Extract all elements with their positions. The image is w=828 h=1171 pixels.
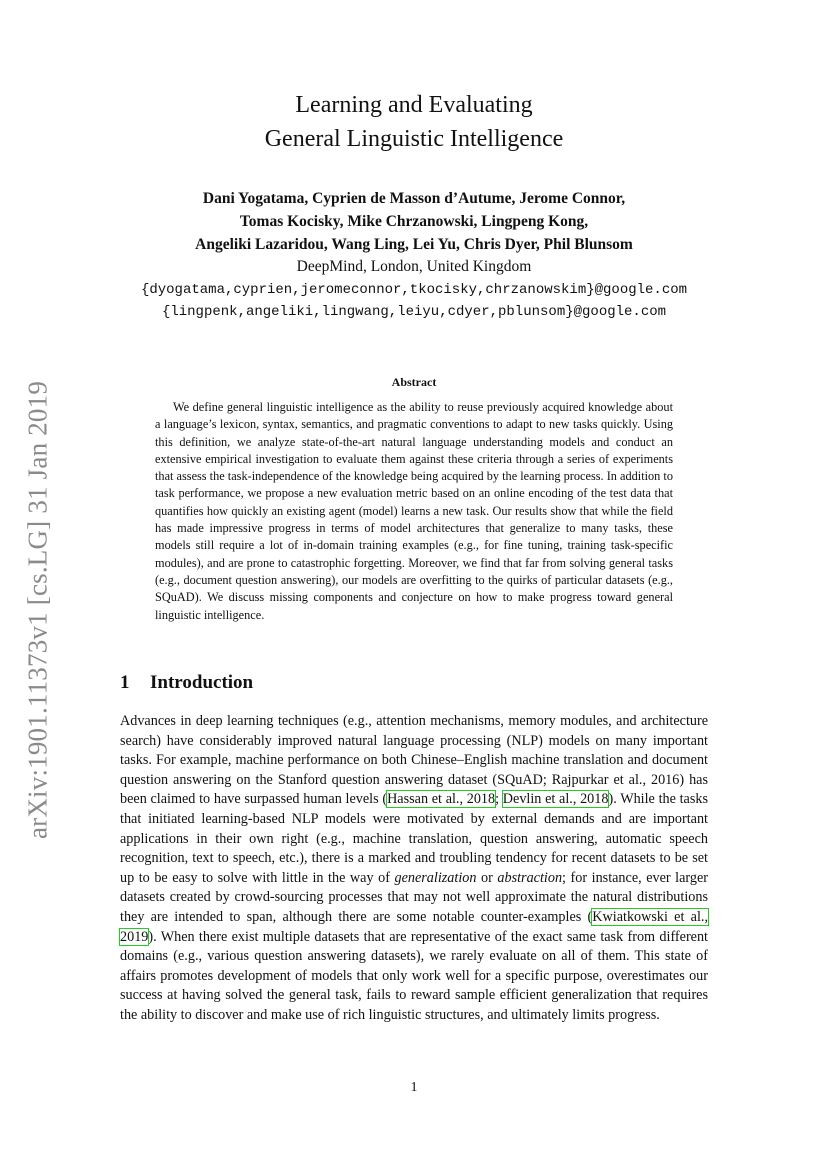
emails-line-2: {lingpenk,angeliki,lingwang,leiyu,cdyer,pblunsom}@google.com — [161, 304, 667, 320]
intro-text-2: ). While the tasks that initiated learning-based NLP models were motivated by external demands and are important applications in their own right (e.g., machine translation, question answering, automatic speech recognition, text to speech, etc.), there is a marked and troubling tendency for recent datasets to be set up to be easy to solve with little in the way of — [120, 791, 708, 886]
introduction-paragraph — [120, 712, 708, 1026]
emphasis-generalization: generalization — [394, 869, 477, 886]
paper-title — [0, 88, 828, 156]
abstract-heading: Abstract — [391, 375, 437, 389]
affiliation: DeepMind, London, United Kingdom — [296, 258, 532, 275]
title-line-1: Learning and Evaluating — [295, 92, 533, 118]
authors-line-3: Angeliki Lazaridou, Wang Ling, Lei Yu, Chris Dyer, Phil Blunsom — [195, 236, 633, 253]
citation-separator: ; — [495, 791, 503, 808]
page-number: 1 — [410, 1080, 418, 1095]
citation-hassan[interactable]: Hassan et al., 2018 — [387, 791, 496, 808]
authors-line-1: Dani Yogatama, Cyprien de Masson d’Autume, Jerome Connor, — [202, 190, 626, 207]
abstract-body: We define general linguistic intelligence as the ability to reuse previously acquired knowledge about a language’s lexicon, syntax, semantics, and pragmatic conventions to adapt to new tasks quickly. Using this definition, we analyze state-of-the-art natural language understanding models and conduct an extensive empirical investigation to evaluate them against these criteria through a series of experiments that assess the task-independence of the knowledge being acquired by the learning process. In addition to task performance, we propose a new evaluation metric based on an online encoding of the test data that quantifies how quickly an existing agent (model) learns a new task. Our results show that while the field has made impressive progress in terms of model architectures that generalize to many tasks, these models still require a lot of in-domain training examples (e.g., for fine tuning, training task-specific modules), and are prone to catastrophic forgetting. Moreover, we find that far from solving general tasks (e.g., document question answering), our models are overfitting to the quirks of particular datasets (e.g., SQuAD). We discuss missing components and conjecture on how to make progress toward general linguistic intelligence. — [155, 400, 673, 622]
arxiv-id: arXiv:1901.11373v1 [cs.LG] 31 Jan 2019 — [22, 380, 53, 840]
section-title: Introduction — [150, 672, 254, 693]
emphasis-abstraction: abstraction — [497, 869, 563, 886]
intro-text-3: ; for instance, ever larger datasets created by crowd-sourcing processes that may not well approximate the natural distributions they are intended to span, although there are some notable counter-examples ( — [120, 869, 709, 925]
intro-text-4: ). When there exist multiple datasets that are representative of the exact same task from different domains (e.g., various question answering datasets), we rarely evaluate on all of them. This state of affairs promotes development of models that only work well for a specific purpose, overestimates our success at having solved the general task, fails to reward sample efficient generalization that requires the ability to discover and make use of rich linguistic structures, and ultimately limits progress. — [120, 928, 708, 1023]
intro-text-or: or — [476, 869, 498, 886]
intro-text-1: Advances in deep learning techniques (e.g., attention mechanisms, memory modules, and architecture search) have considerably improved natural language processing (NLP) models on many important tasks. For example, machine performance on both Chinese–English machine translation and document question answering on the Stanford question answering dataset (SQuAD; Rajpurkar et al., 2016) has been claimed to have surpassed human levels ( — [120, 713, 708, 808]
author-list — [0, 187, 828, 256]
authors-line-2: Tomas Kocisky, Mike Chrzanowski, Lingpeng Kong, — [239, 213, 589, 230]
author-emails — [0, 279, 828, 323]
citation-devlin[interactable]: Devlin et al., 2018 — [502, 791, 609, 808]
title-line-2: General Linguistic Intelligence — [264, 126, 564, 152]
section-number: 1 — [120, 672, 130, 693]
emails-line-1: {dyogatama,cyprien,jeromeconnor,tkocisky,chrzanowskim}@google.com — [140, 282, 688, 298]
citation-kwiatkowski[interactable]: Kwiatkowski et al., 2019 — [120, 908, 709, 945]
section-heading — [120, 672, 253, 694]
